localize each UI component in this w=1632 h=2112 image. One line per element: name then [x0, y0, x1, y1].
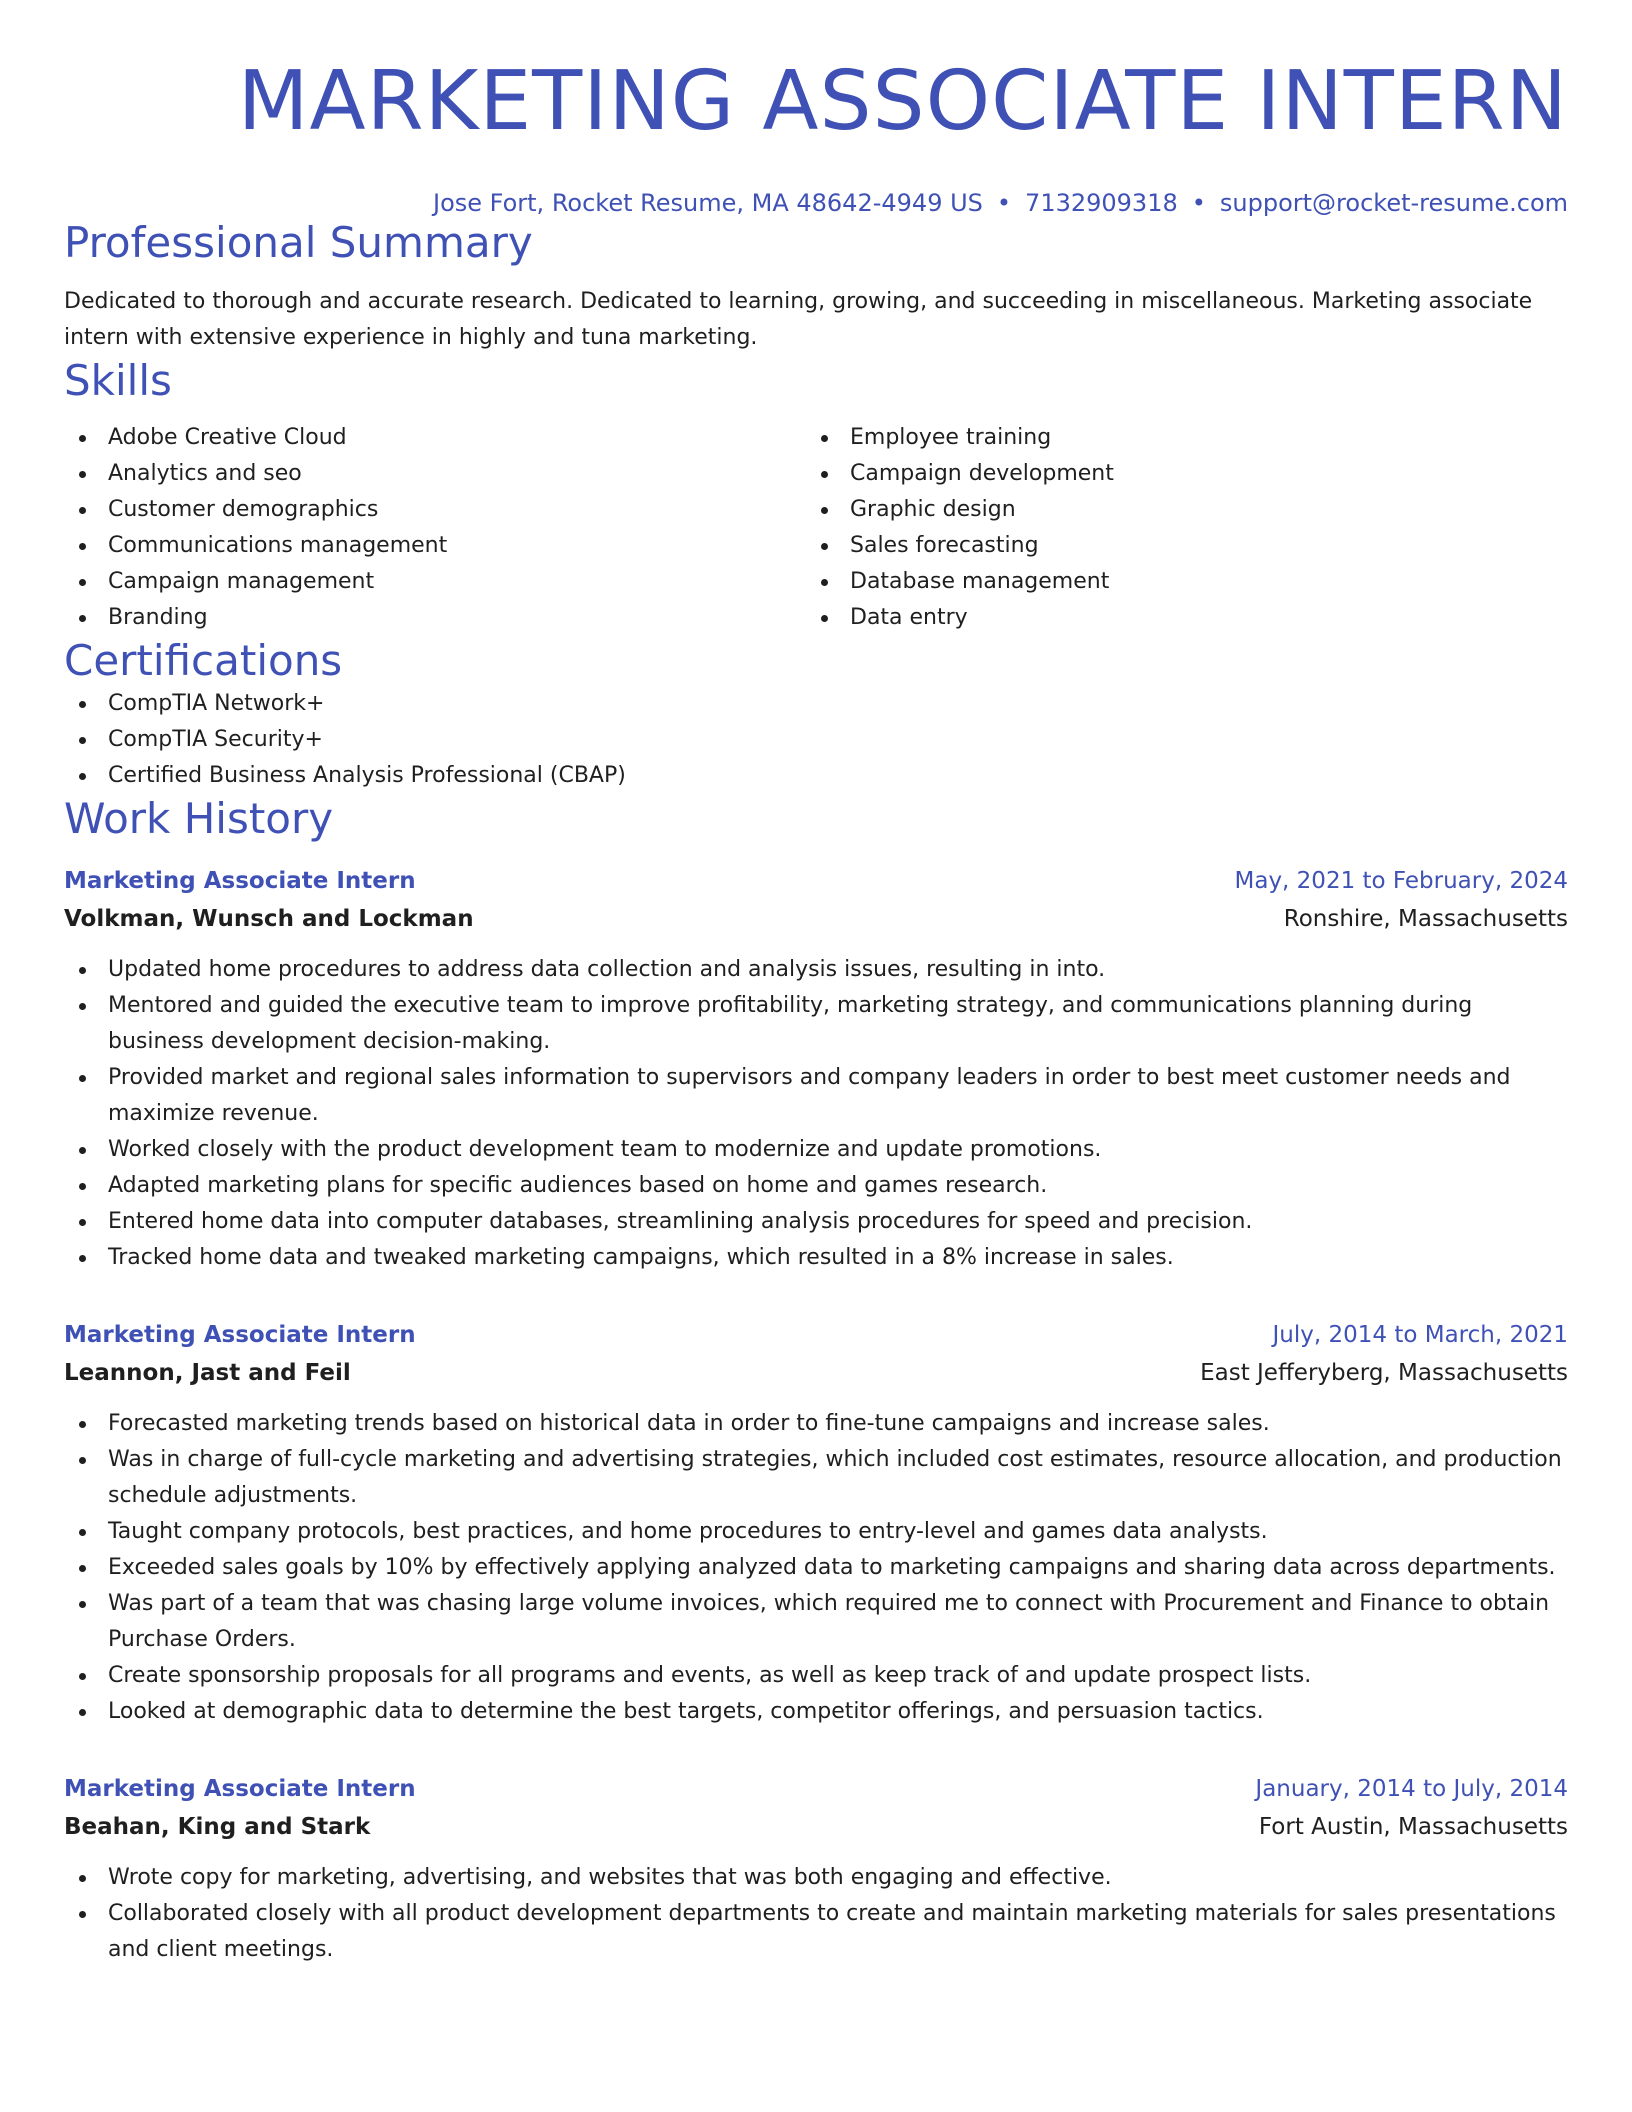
job-bullet: Updated home procedures to address data collection and analysis issues, resulting in into. [64, 952, 1568, 988]
job-bullet: Create sponsorship proposals for all programs and events, as well as keep track of and update prospect lists. [64, 1658, 1568, 1694]
job-bullet: Mentored and guided the executive team to improve profitability, marketing strategy, and communications planning during business development decision-making. [64, 988, 1568, 1060]
job-header-row [64, 1770, 1568, 1808]
skill-item: Analytics and seo [64, 456, 806, 492]
summary-heading: Professional Summary [64, 218, 533, 267]
job-bullets [64, 1860, 1568, 1968]
job-dates: July, 2014 to March, 2021 [1272, 1322, 1568, 1348]
job-bullet: Exceeded sales goals by 10% by effectively applying analyzed data to marketing campaigns and sharing data across departments. [64, 1550, 1568, 1586]
job-bullet: Was in charge of full-cycle marketing and advertising strategies, which included cost estimates, resource allocation, and production schedule adjustments. [64, 1442, 1568, 1514]
job-company-row [64, 1808, 1568, 1846]
skill-item: Campaign development [806, 456, 1548, 492]
job-bullet: Taught company protocols, best practices, and home procedures to entry-level and games data analysts. [64, 1514, 1568, 1550]
certification-item: CompTIA Security+ [64, 722, 1568, 758]
job-header-row [64, 1316, 1568, 1354]
skills-columns [64, 420, 1568, 636]
job-bullet: Provided market and regional sales information to supervisors and company leaders in order to best meet customer needs and maximize revenue. [64, 1060, 1568, 1132]
job-location: Ronshire, Massachusetts [1283, 906, 1568, 932]
job-bullet: Forecasted marketing trends based on historical data in order to fine-tune campaigns and increase sales. [64, 1406, 1568, 1442]
job-bullet: Adapted marketing plans for specific audiences based on home and games research. [64, 1168, 1568, 1204]
skills-heading: Skills [64, 356, 172, 405]
skill-item: Customer demographics [64, 492, 806, 528]
job-company: Volkman, Wunsch and Lockman [64, 906, 474, 932]
skill-item: Data entry [806, 600, 1548, 636]
contact-line [64, 188, 1568, 218]
contact-separator: • [996, 189, 1012, 217]
job-company: Leannon, Jast and Feil [64, 1360, 351, 1386]
certifications-list [64, 686, 1568, 794]
job-company-row [64, 900, 1568, 938]
job-bullet: Looked at demographic data to determine the best targets, competitor offerings, and persuasion tactics. [64, 1694, 1568, 1730]
job-company-row [64, 1354, 1568, 1392]
skill-item: Database management [806, 564, 1548, 600]
job-title: Marketing Associate Intern [64, 1776, 416, 1802]
job-bullets [64, 952, 1568, 1276]
contact-email: support@rocket-resume.com [1219, 189, 1568, 217]
summary-text: Dedicated to thorough and accurate research. Dedicated to learning, growing, and succeeding in miscellaneous. Marketing associate intern with extensive experience in highly and tuna marketing. [64, 289, 1533, 350]
skill-item: Employee training [806, 420, 1548, 456]
job-bullets [64, 1406, 1568, 1730]
skill-item: Communications management [64, 528, 806, 564]
skill-item: Adobe Creative Cloud [64, 420, 806, 456]
skill-item: Graphic design [806, 492, 1548, 528]
job-bullet: Wrote copy for marketing, advertising, and websites that was both engaging and effective. [64, 1860, 1568, 1896]
skill-item: Sales forecasting [806, 528, 1548, 564]
certification-item: Certified Business Analysis Professional (CBAP) [64, 758, 1568, 794]
skill-item: Branding [64, 600, 806, 636]
job-entry [64, 1316, 1568, 1730]
job-bullet: Tracked home data and tweaked marketing campaigns, which resulted in a 8% increase in sales. [64, 1240, 1568, 1276]
job-dates: January, 2014 to July, 2014 [1255, 1776, 1568, 1802]
job-title: Marketing Associate Intern [64, 868, 416, 894]
job-location: Fort Austin, Massachusetts [1258, 1814, 1568, 1840]
contact-phone: 7132909318 [1025, 189, 1178, 217]
job-title: Marketing Associate Intern [64, 1322, 416, 1348]
job-entry [64, 1770, 1568, 1968]
job-dates: May, 2021 to February, 2024 [1234, 868, 1568, 894]
job-location: East Jefferyberg, Massachusetts [1200, 1360, 1568, 1386]
skills-left-list [64, 420, 806, 636]
job-bullet: Worked closely with the product development team to modernize and update promotions. [64, 1132, 1568, 1168]
skill-item: Campaign management [64, 564, 806, 600]
resume-title: MARKETING ASSOCIATE INTERN [237, 54, 1568, 149]
job-header-row [64, 862, 1568, 900]
job-bullet: Entered home data into computer databases, streamlining analysis procedures for speed and precision. [64, 1204, 1568, 1240]
certifications-heading: Certifications [64, 636, 343, 685]
contact-address: Jose Fort, Rocket Resume, MA 48642-4949 US [432, 189, 983, 217]
contact-separator: • [1191, 189, 1206, 217]
work-history-heading: Work History [64, 794, 334, 843]
certification-item: CompTIA Network+ [64, 686, 1568, 722]
skills-right-list [806, 420, 1548, 636]
job-bullet: Collaborated closely with all product development departments to create and maintain marketing materials for sales presentations and client meetings. [64, 1896, 1568, 1968]
job-company: Beahan, King and Stark [64, 1814, 371, 1840]
job-entry [64, 862, 1568, 1276]
job-bullet: Was part of a team that was chasing large volume invoices, which required me to connect with Procurement and Finance to obtain Purchase Orders. [64, 1586, 1568, 1658]
